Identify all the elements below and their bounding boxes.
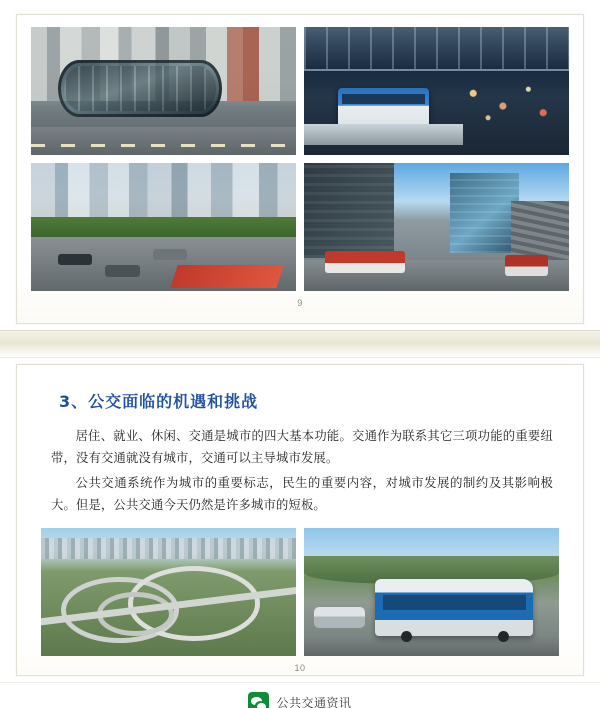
photo-blue-electric-city-bus: [304, 528, 559, 656]
red-bike-lane: [170, 265, 283, 288]
brt-bus: [338, 88, 428, 126]
photo-daytime-avenue-red-bike-lane: [31, 163, 296, 291]
slide-10-image-row: [41, 528, 559, 656]
photo-elevated-glass-bus-station: [31, 27, 296, 155]
brt-platform: [304, 124, 463, 144]
white-car: [314, 607, 365, 627]
glass-tube-station: [58, 60, 222, 116]
bus-wheel: [401, 631, 412, 642]
wechat-account-name: 公共交通资讯: [276, 696, 352, 708]
body-paragraph: 居住、就业、休闲、交通是城市的四大基本功能。交通作为联系其它三项功能的重要纽带，没有交通就没有城市，交通可以主导城市发展。: [51, 429, 553, 465]
slide-divider: [0, 330, 600, 358]
photo-night-brt-corridor: [304, 27, 569, 155]
station-canopy: [304, 27, 569, 71]
wechat-icon: [248, 692, 269, 708]
body-paragraph: 公共交通系统作为城市的重要标志，民生的重要内容，对城市发展的制约及其影响极大。但是，公共交通今天仍然是许多城市的短板。: [51, 476, 553, 512]
vehicle: [58, 254, 92, 266]
page-number-9: 9: [297, 298, 303, 308]
slide-10: [16, 364, 584, 676]
vehicle: [105, 265, 139, 277]
page-number-10: 10: [294, 663, 306, 674]
dark-tower: [304, 163, 394, 258]
vehicle: [153, 249, 187, 261]
photo-highway-interchange-aerial: [41, 528, 296, 656]
blue-bus-body: [375, 579, 533, 635]
footer-bar: [0, 682, 600, 708]
office-towers: [31, 163, 296, 222]
red-bus: [325, 251, 405, 273]
slide-title: 3、公交面临的机遇和挑战: [59, 392, 259, 411]
slide-9: [16, 14, 584, 324]
document-page: [0, 14, 600, 708]
slide-9-image-grid: [31, 27, 569, 291]
wechat-account[interactable]: [248, 692, 351, 708]
glass-tower: [450, 173, 519, 252]
night-traffic-lights: [452, 78, 558, 129]
distant-cityscape: [41, 538, 296, 558]
road-surface: [304, 636, 559, 656]
bus-wheel: [498, 631, 509, 642]
photo-red-bus-glass-tower-street: [304, 163, 569, 291]
street-surface: [31, 127, 296, 155]
red-bus-secondary: [505, 255, 547, 275]
